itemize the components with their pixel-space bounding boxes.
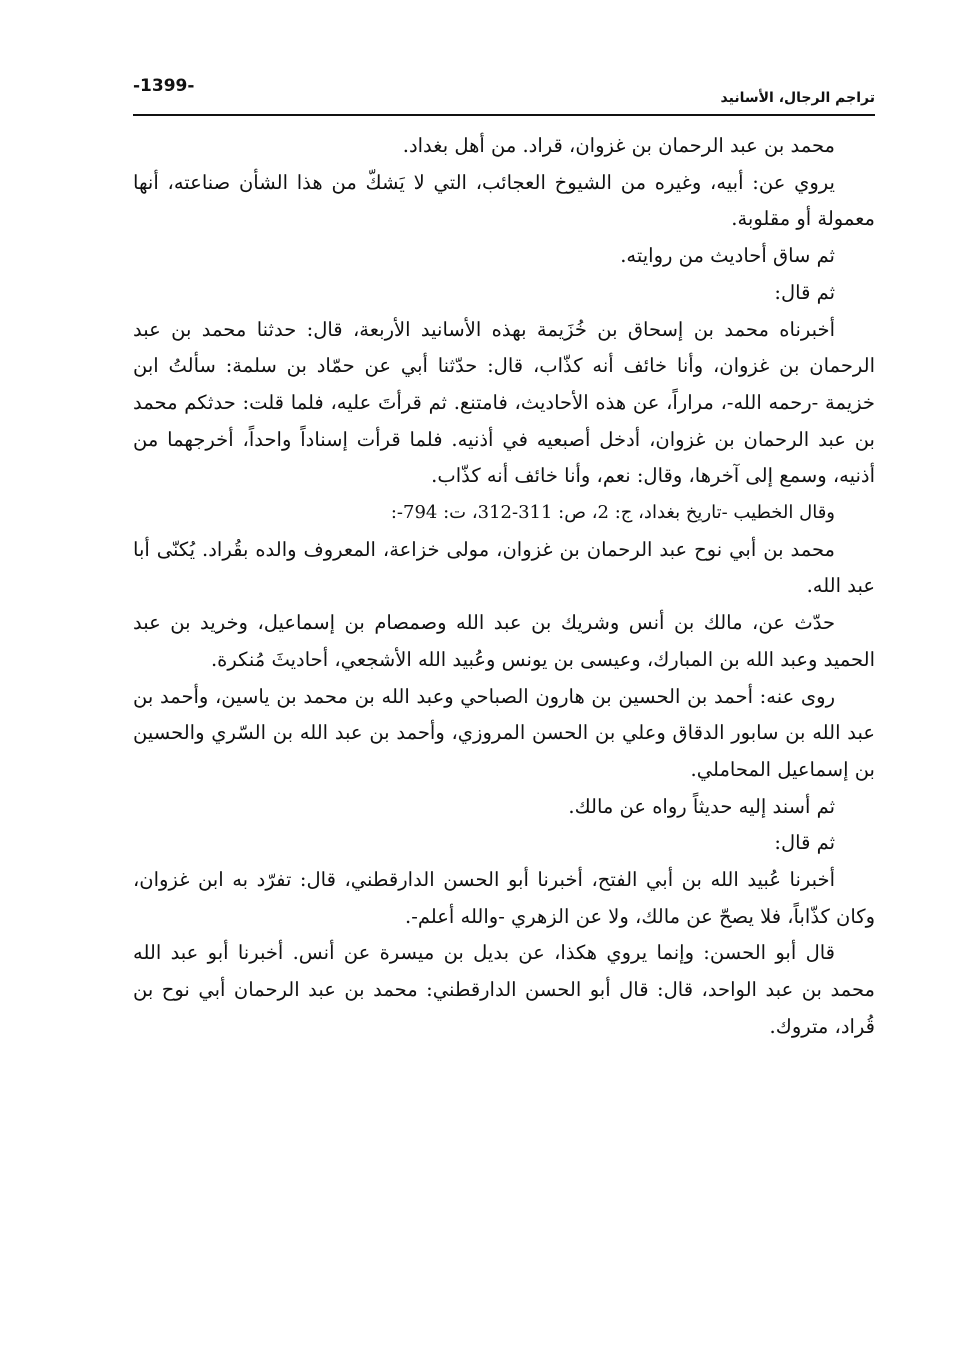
paragraph-narrates-from: يروي عن: أبيه، وغيره من الشيوخ العجائب، التي لا يَشكّ من هذا الشأن صناعته، أنها معمولة أو مقلوبة.	[133, 170, 875, 231]
paragraph-then-said: ثم قال:	[774, 280, 835, 304]
paragraph-cites-hadiths: ثم ساق أحاديث من روايته.	[620, 244, 835, 268]
paragraph-entry-abu-nuh: محمد بن أبي نوح عبد الرحمان بن غزوان، مولى خزاعة، المعروف والده بقُراد. يُكنّى أبا عبد الله.	[133, 537, 875, 598]
page-header	[133, 68, 875, 108]
citation-khatib: وقال الخطيب -تاريخ بغداد، ج: 2، ص: 311-312، ت: 794-:	[390, 502, 835, 524]
paragraph-ibn-khuzaymah-report: أخبرناه محمد بن إسحاق بن خُزَيمة بهذه الأسانيد الأربعة، قال: حدثنا محمد بن عبد الرحمان بن غزوان، وأنا خائف أنه كذّاب، قال: حدّثنا أبي عن حمّاد بن سلمة: سألتُ ابن خزيمة -رحمه الله-، مراراً، عن هذه الأحاديث، فامتنع. ثم قرأتَ عليه، فلما قلت: حدثكم محمد بن عبد الرحمان بن غزوان، أدخل أصبعيه في أذنيه. فلما قرأت إسناداً واحداً، أخرجهما من أذنيه، وسمع إلى آخرها، وقال: نعم، وأنا خائف أنه كذّاب.	[133, 317, 875, 488]
paragraph-then-said-2: ثم قال:	[774, 831, 835, 855]
page-body	[133, 128, 875, 1046]
paragraph-narrated-from: حدّث عن، مالك بن أنس وشريك بن عبد الله وصمصام بن إسماعيل، وخريد بن عبد الحميد وعبد الله بن المبارك، وعيسى بن يونس وعُبيد الله الأشجعي، أحاديثَ مُنكرة.	[133, 611, 875, 671]
page-number: -1399-	[133, 76, 195, 96]
entry-heading: محمد بن عبد الرحمان بن غزوان، قراد. من أهل بغداد.	[402, 134, 835, 157]
header-rule	[133, 114, 875, 116]
paragraph-daraqutni-report: أخبرنا عُبيد الله بن أبي الفتح، أخبرنا أبو الحسن الدارقطني، قال: تفرّد به ابن غزوان، وكان كذّاباً، فلا يصحّ عن مالك، ولا عن الزهري -والله أعلم-.	[133, 868, 875, 928]
paragraph-hadith-from-malik: ثم أسند إليه حديثاً رواه عن مالك.	[568, 794, 835, 818]
paragraph-narrators-from-him: روى عنه: أحمد بن الحسين بن هارون الصباحي وعبد الله بن محمد بن ياسين، وأحمد بن عبد الله بن سابور الدقاق وعلي بن الحسن المروزي، وأحمد بن عبد الله بن السّري والحسين بن إسماعيل المحاملي.	[133, 684, 875, 781]
running-title: تراجم الرجال، الأسانيد	[720, 90, 875, 106]
paragraph-abu-al-hasan-said: قال أبو الحسن: وإنما يروي هكذا، عن بديل بن ميسرة عن أنس. أخبرنا أبو عبد الله محمد بن عبد الواحد، قال: قال أبو الحسن الدارقطني: محمد بن عبد الرحمان أبي نوح بن قُراد، متروك.	[133, 941, 875, 1038]
